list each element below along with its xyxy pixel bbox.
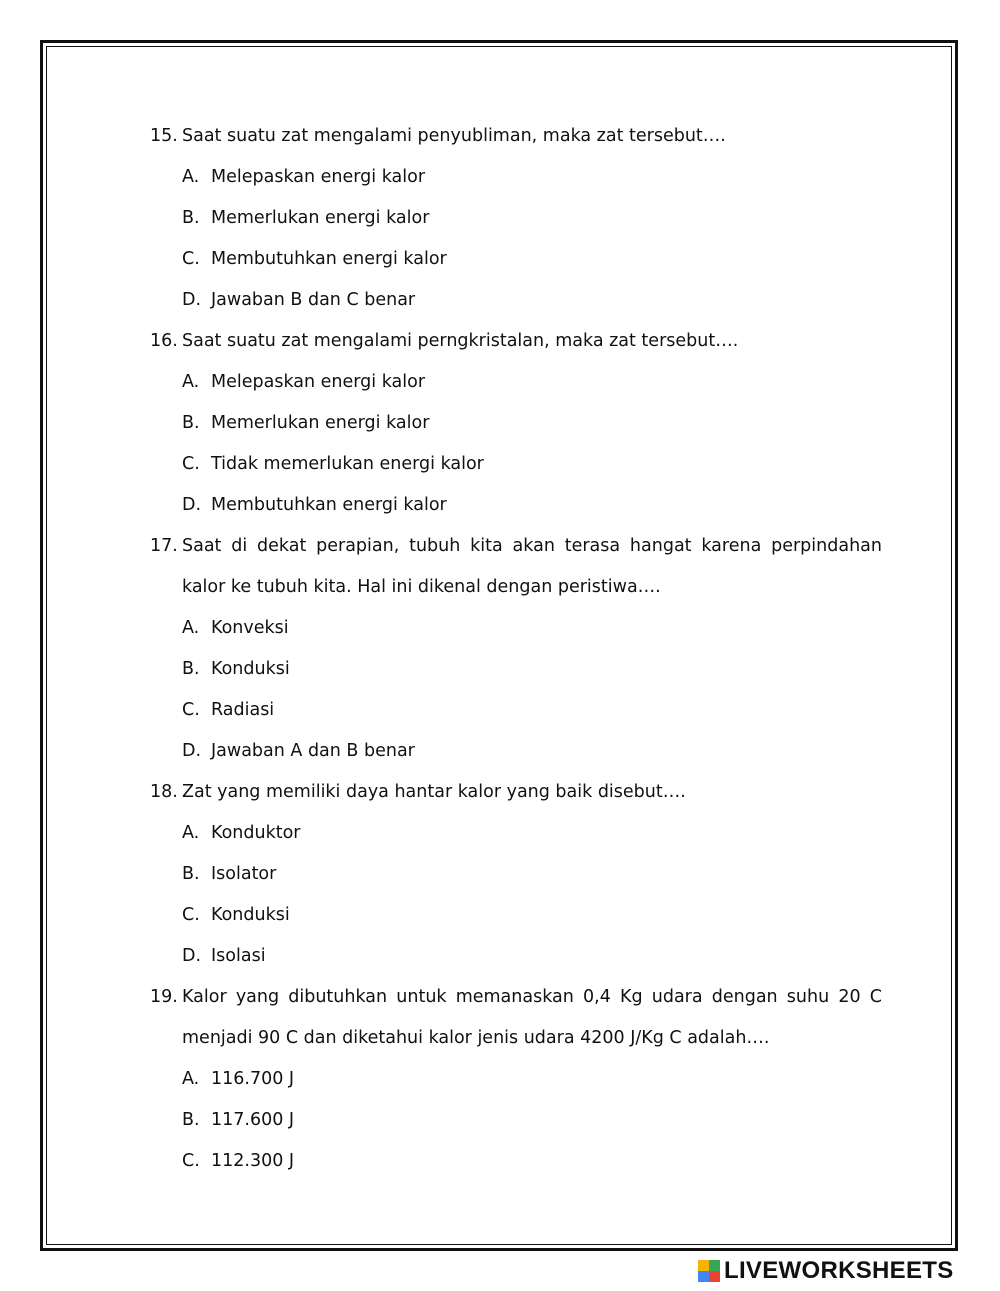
option-letter: C. [182,700,200,720]
question-15 [150,116,882,321]
option-text: Isolasi [211,946,266,966]
answer-option[interactable] [150,690,882,731]
option-text: Membutuhkan energi kalor [211,249,447,269]
option-text: Melepaskan energi kalor [211,167,426,187]
option-letter: D. [182,290,202,310]
question-19 [150,977,882,1182]
option-text: Konduktor [211,823,301,843]
option-letter: D. [182,946,202,966]
answer-option[interactable] [150,936,882,977]
option-text: Konveksi [211,618,289,638]
question-text: Zat yang memiliki daya hantar kalor yang baik disebut…. [182,782,686,802]
answer-option[interactable] [150,403,882,444]
question-number: 17. [150,536,178,556]
option-letter: B. [182,864,200,884]
option-text: 117.600 J [211,1110,295,1130]
answer-option[interactable] [150,239,882,280]
option-text: Jawaban B dan C benar [211,290,416,310]
option-text: Isolator [211,864,277,884]
answer-option[interactable] [150,1100,882,1141]
question-number: 18. [150,782,178,802]
question-text: Kalor yang dibutuhkan untuk memanaskan 0,4 Kg udara dengan suhu 20 C [182,987,882,1007]
option-text: Konduksi [211,905,290,925]
option-letter: C. [182,1151,200,1171]
question-number: 19. [150,987,178,1007]
option-letter: A. [182,167,200,187]
question-line [150,526,882,567]
question-17 [150,526,882,772]
question-line [150,977,882,1018]
option-text: Melepaskan energi kalor [211,372,426,392]
option-letter: A. [182,823,200,843]
option-letter: B. [182,659,200,679]
option-letter: A. [182,618,200,638]
option-letter: B. [182,1110,200,1130]
option-letter: C. [182,249,200,269]
question-text-continued: menjadi 90 C dan diketahui kalor jenis udara 4200 J/Kg C adalah…. [182,1028,770,1048]
option-letter: A. [182,1069,200,1089]
option-text: Memerlukan energi kalor [211,208,430,228]
option-letter: A. [182,372,200,392]
option-text: Memerlukan energi kalor [211,413,430,433]
question-16 [150,321,882,526]
option-text: Tidak memerlukan energi kalor [211,454,484,474]
question-text: Saat di dekat perapian, tubuh kita akan terasa hangat karena perpindahan [182,536,882,556]
option-letter: B. [182,208,200,228]
answer-option[interactable] [150,1059,882,1100]
answer-option[interactable] [150,444,882,485]
option-letter: D. [182,741,202,761]
question-line [150,321,882,362]
option-text: Radiasi [211,700,275,720]
option-text: Jawaban A dan B benar [211,741,415,761]
answer-option[interactable] [150,485,882,526]
logo-text: LIVEWORKSHEETS [724,1257,954,1284]
answer-option[interactable] [150,362,882,403]
answer-option[interactable] [150,157,882,198]
option-text: Konduksi [211,659,290,679]
option-letter: C. [182,454,200,474]
option-text: 112.300 J [211,1151,295,1171]
question-number: 16. [150,331,178,351]
question-18 [150,772,882,977]
question-number: 15. [150,126,178,146]
answer-option[interactable] [150,813,882,854]
option-text: 116.700 J [211,1069,295,1089]
answer-option[interactable] [150,854,882,895]
answer-option[interactable] [150,731,882,772]
option-text: Membutuhkan energi kalor [211,495,447,515]
question-text-continued: kalor ke tubuh kita. Hal ini dikenal dengan peristiwa…. [182,577,661,597]
answer-option[interactable] [150,895,882,936]
answer-option[interactable] [150,198,882,239]
question-text: Saat suatu zat mengalami penyubliman, maka zat tersebut…. [182,126,726,146]
question-line [150,772,882,813]
answer-option[interactable] [150,1141,882,1182]
answer-option[interactable] [150,649,882,690]
liveworksheets-logo [698,1257,954,1285]
question-list [150,116,882,1182]
option-letter: D. [182,495,202,515]
option-letter: B. [182,413,200,433]
answer-option[interactable] [150,608,882,649]
question-line [150,116,882,157]
question-text: Saat suatu zat mengalami perngkristalan, maka zat tersebut…. [182,331,739,351]
option-letter: C. [182,905,200,925]
logo-grid-icon [698,1260,720,1282]
answer-option[interactable] [150,280,882,321]
